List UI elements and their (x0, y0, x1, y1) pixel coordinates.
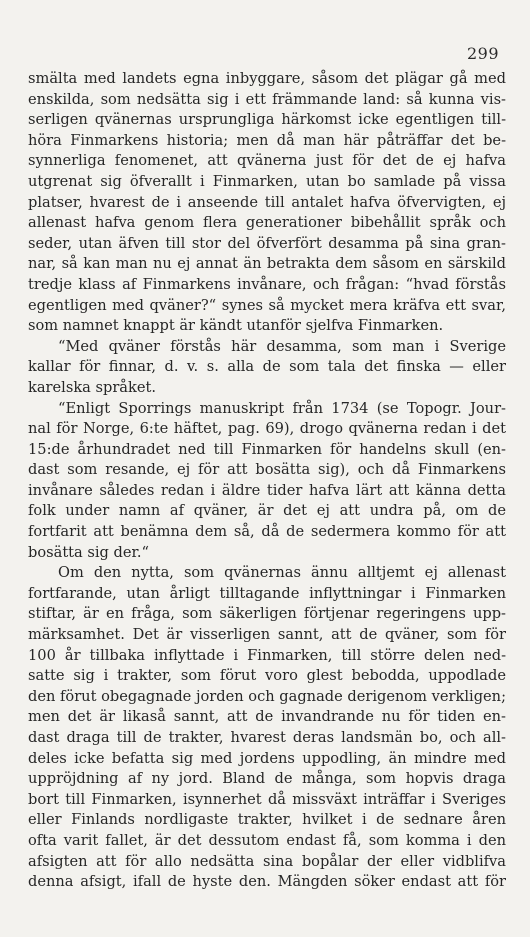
text-line: folk under namn af qväner, är det ej att undra på, om de (28, 502, 506, 520)
text-line: synnerliga fenomenet, att qvänerna just för det de ej hafva (28, 152, 506, 170)
text-line: allenast hafva genom flera generationer bibehållit språk och (28, 214, 506, 232)
text-line: märksamhet. Det är visserligen sannt, att de qväner, som för (28, 626, 506, 644)
text-line: “Enligt Sporrings manuskript från 1734 (se Topogr. Jour- (58, 399, 506, 417)
text-line: serligen qvänernas ursprungliga härkomst icke egentligen till- (28, 111, 506, 129)
text-line: invånare således redan i äldre tider hafva lärt att känna detta (28, 481, 506, 499)
text-line: den förut obegagnade jorden och gagnade derigenom verkligen; (28, 687, 506, 705)
text-line: men det är likaså sannt, att de invandrande nu för tiden en- (28, 708, 506, 726)
text-line: eller Finlands nordligaste trakter, hvilket i de sednare åren (28, 811, 506, 829)
text-line: platser, hvarest de i anseende till antalet hafva öfvervigten, ej (28, 193, 506, 211)
text-line: nar, så kan man nu ej annat än betrakta dem såsom en särskild (28, 255, 506, 273)
text-line: dast som resande, ej för att bosätta sig), och då Finmarkens (28, 461, 506, 479)
text-line: 100 år tillbaka inflyttade i Finmarken, till större delen ned- (28, 646, 506, 664)
text-line: höra Finmarkens historia; men då man här påträffar det be- (28, 131, 506, 149)
text-line: dast draga till de trakter, hvarest deras landsmän bo, och all- (28, 729, 506, 746)
body-text (28, 69, 506, 893)
text-line: utgrenat sig öfverallt i Finmarken, utan bo samlade på vissa (28, 172, 506, 190)
text-line: “Med qväner förstås här desamma, som man i Sverige (58, 337, 506, 355)
text-line: uppröjdning af ny jord. Bland de många, som hopvis draga (28, 770, 506, 788)
text-line: Om den nytta, som qvänernas ännu alltjemt ej allenast (58, 564, 506, 582)
text-line: fortfarit att benämna dem så, då de sedermera kommo för att (28, 523, 506, 541)
text-line: bosätta sig der.“ (28, 543, 149, 561)
text-line: egentligen med qväner?“ synes så mycket mera kräfva ett svar, (28, 296, 506, 314)
text-line: afsigten att för allo nedsätta sina bopålar der eller vidblifva (28, 852, 506, 870)
text-line: 15:de århundradet ned till Finmarken för handelns skull (en- (28, 440, 506, 458)
text-line: ofta varit fallet, är det dessutom endast få, som komma i den (28, 831, 506, 849)
text-line: som namnet knappt är kändt utanför sjelfva Finmarken. (28, 317, 444, 335)
text-line: stiftar, är en fråga, som säkerligen förtjenar regeringens upp- (28, 605, 506, 623)
text-line: denna afsigt, ifall de hyste den. Mängden söker endast att för (28, 873, 506, 891)
text-line: nal för Norge, 6:te häftet, pag. 69), drogo qvänerna redan i det (28, 420, 506, 438)
text-line: tredje klass af Finmarkens invånare, och frågan: “hvad förstås (28, 275, 506, 293)
text-line: bort till Finmarken, isynnerhet då missväxt inträffar i Sveriges (28, 790, 506, 808)
text-line: satte sig i trakter, som förut voro glest bebodda, uppodlade (28, 667, 506, 685)
text-line: deles icke befatta sig med jordens uppodling, än mindre med (28, 749, 506, 767)
text-line: enskilda, som nedsätta sig i ett främmande land: så kunna vis- (28, 90, 506, 108)
text-line: kallar för finnar, d. v. s. alla de som tala det finska — eller (28, 358, 506, 376)
page-number: 299 (466, 44, 499, 63)
text-line: karelska språket. (28, 378, 156, 396)
text-line: seder, utan äfven till stor del öfverfört desamma på sina gran- (28, 234, 506, 252)
text-line: fortfarande, utan årligt tilltagande inflyttningar i Finmarken (28, 584, 506, 602)
text-line: smälta med landets egna inbyggare, såsom det plägar gå med (28, 70, 506, 87)
